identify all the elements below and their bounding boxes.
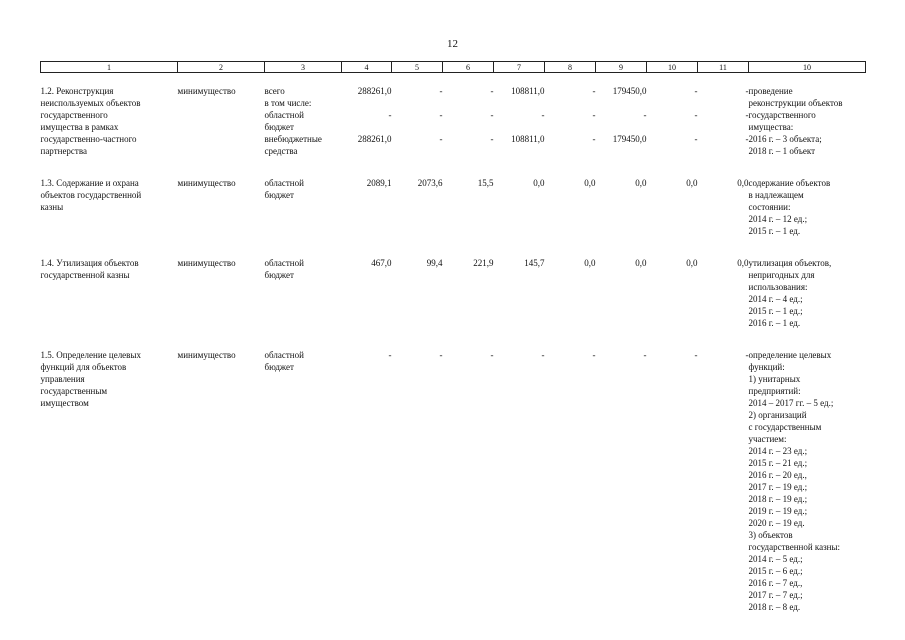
amount-value: 0,0 <box>584 178 596 188</box>
amount-value: 108811,0 <box>511 134 545 144</box>
amount-value: - <box>490 350 494 360</box>
amount-cell <box>596 73 647 158</box>
expected-result-line: непригодных для <box>748 270 815 280</box>
measure-name-line: 1.3. Содержание и охрана <box>40 178 139 188</box>
executor-cell <box>178 73 265 158</box>
measure-name-line: управления <box>40 374 85 384</box>
amount-value <box>545 145 596 157</box>
expected-result-line: 2017 г. – 19 ед.; <box>748 482 808 492</box>
amount-value <box>342 145 392 157</box>
amount-value: 0,0 <box>635 178 647 188</box>
executor-cell <box>178 335 265 613</box>
amount-value: 0,0 <box>533 178 545 188</box>
measure-name-line: 1.2. Реконструкция <box>40 86 114 96</box>
expected-result-line: 2015 г. – 1 ед.; <box>748 306 803 316</box>
expected-result-cell <box>749 163 866 237</box>
measure-name-line: государственно-частного <box>40 134 137 144</box>
amount-value <box>392 97 443 109</box>
expected-result-line: 2015 г. – 1 ед. <box>748 226 801 236</box>
column-header: 7 <box>494 62 545 73</box>
expected-result-line: 2016 г. – 20 ед., <box>748 470 807 480</box>
column-number-row <box>41 62 866 73</box>
expected-result-line: 2015 г. – 21 ед.; <box>748 458 808 468</box>
funding-source-line: всего <box>264 86 285 96</box>
amount-value: - <box>745 134 749 144</box>
amount-value <box>443 97 494 109</box>
measure-name-line: государственным <box>40 386 108 396</box>
amount-cell <box>392 163 443 237</box>
amount-cell <box>494 163 545 237</box>
amount-value: 0,0 <box>635 258 647 268</box>
amount-value: - <box>541 110 545 120</box>
amount-value: 0,0 <box>686 258 698 268</box>
amount-value <box>596 121 647 133</box>
funding-source-cell <box>265 335 342 613</box>
amount-value <box>443 121 494 133</box>
amount-value <box>494 145 545 157</box>
amount-value: - <box>490 134 494 144</box>
amount-value: 2073,6 <box>417 178 443 188</box>
column-header: 11 <box>698 62 749 73</box>
row-spacer-cell <box>41 613 866 619</box>
expected-result-line: 3) объектов <box>748 530 793 540</box>
measure-name-cell <box>41 243 178 329</box>
expected-result-line: 2018 г. – 1 объект <box>748 146 816 156</box>
amount-cell <box>596 243 647 329</box>
amount-cell <box>443 243 494 329</box>
measure-name-line: 1.4. Утилизация объектов <box>40 258 139 268</box>
measure-name-cell <box>41 73 178 158</box>
expected-result-line: состоянии: <box>748 202 791 212</box>
amount-cell <box>545 243 596 329</box>
expected-result-line: содержание объектов <box>748 178 831 188</box>
amount-value <box>494 121 545 133</box>
amount-value: - <box>439 134 443 144</box>
amount-value: 145,7 <box>524 258 545 268</box>
amount-cell <box>342 335 392 613</box>
amount-value: 221,9 <box>473 258 494 268</box>
amount-value: - <box>643 110 647 120</box>
amount-value <box>698 145 749 157</box>
amount-cell <box>342 163 392 237</box>
amount-cell <box>494 73 545 158</box>
amount-cell <box>342 243 392 329</box>
amount-value <box>443 145 494 157</box>
executor-text: минимущество <box>177 86 236 96</box>
column-header: 10 <box>647 62 698 73</box>
measure-name-cell <box>41 163 178 237</box>
expected-result-line: предприятий: <box>748 386 801 396</box>
expected-result-line: 2014 г. – 5 ед.; <box>748 554 803 564</box>
amount-value <box>596 145 647 157</box>
amount-value <box>596 97 647 109</box>
funding-source-cell <box>265 163 342 237</box>
expected-result-line: участием: <box>748 434 787 444</box>
amount-value: - <box>592 86 596 96</box>
funding-source-line: бюджет <box>264 270 294 280</box>
amount-value: - <box>490 86 494 96</box>
amount-cell <box>392 73 443 158</box>
expected-result-line: с государственным <box>748 422 822 432</box>
amount-value <box>647 121 698 133</box>
expected-result-line: 1) унитарных <box>748 374 801 384</box>
amount-value <box>392 145 443 157</box>
amount-value <box>545 121 596 133</box>
amount-value: - <box>439 350 443 360</box>
amount-value: - <box>388 110 392 120</box>
expected-result-line: в надлежащем <box>748 190 804 200</box>
amount-value <box>342 97 392 109</box>
column-header: 9 <box>596 62 647 73</box>
amount-cell <box>545 73 596 158</box>
expected-result-line: 2019 г. – 19 ед.; <box>748 506 808 516</box>
expected-result-line: определение целевых <box>748 350 832 360</box>
expected-result-line: 2016 г. – 3 объекта; <box>748 134 822 144</box>
program-table <box>40 61 866 619</box>
column-header: 4 <box>342 62 392 73</box>
column-header: 10 <box>749 62 866 73</box>
amount-value: - <box>694 110 698 120</box>
expected-result-line: 2017 г. – 7 ед.; <box>748 590 803 600</box>
amount-value: 2089,1 <box>366 178 392 188</box>
amount-value: 0,0 <box>686 178 698 188</box>
amount-cell <box>443 335 494 613</box>
amount-value <box>342 121 392 133</box>
amount-cell <box>596 163 647 237</box>
amount-value: 0,0 <box>737 178 749 188</box>
executor-cell <box>178 243 265 329</box>
amount-value: - <box>439 86 443 96</box>
expected-result-line: 2016 г. – 1 ед. <box>748 318 801 328</box>
funding-source-line: областной <box>264 110 304 120</box>
expected-result-line: государственной казны: <box>748 542 841 552</box>
table-row <box>41 243 866 329</box>
funding-source-cell <box>265 243 342 329</box>
amount-value: 288261,0 <box>357 86 392 96</box>
amount-value <box>647 97 698 109</box>
amount-value <box>545 97 596 109</box>
funding-source-line: внебюджетные <box>264 134 322 144</box>
amount-value: 0,0 <box>584 258 596 268</box>
amount-value: - <box>694 134 698 144</box>
expected-result-cell <box>749 335 866 613</box>
expected-result-line: 2014 г. – 23 ед.; <box>748 446 808 456</box>
amount-value: - <box>643 350 647 360</box>
funding-source-line: средства <box>264 146 298 156</box>
funding-source-cell <box>265 73 342 158</box>
funding-source-line: бюджет <box>264 362 294 372</box>
funding-source-line: бюджет <box>264 190 294 200</box>
column-header: 3 <box>265 62 342 73</box>
column-header: 6 <box>443 62 494 73</box>
amount-value <box>647 145 698 157</box>
amount-cell <box>392 243 443 329</box>
expected-result-line: 2014 г. – 4 ед.; <box>748 294 803 304</box>
amount-cell <box>494 335 545 613</box>
amount-value: - <box>592 350 596 360</box>
amount-cell <box>698 163 749 237</box>
measure-name-line: неиспользуемых объектов <box>40 98 141 108</box>
measure-name-cell <box>41 335 178 613</box>
expected-result-line: 2014 г. – 12 ед.; <box>748 214 808 224</box>
column-header: 8 <box>545 62 596 73</box>
executor-text: минимущество <box>177 258 236 268</box>
amount-value: - <box>745 86 749 96</box>
measure-name-line: государственного <box>40 110 108 120</box>
row-spacer <box>41 613 866 619</box>
amount-cell <box>545 335 596 613</box>
amount-value: - <box>541 350 545 360</box>
column-header: 2 <box>178 62 265 73</box>
funding-source-line: областной <box>264 258 304 268</box>
executor-text: минимущество <box>177 178 236 188</box>
funding-source-line: в том числе: <box>264 98 312 108</box>
amount-value: - <box>490 110 494 120</box>
amount-value: 179450,0 <box>612 86 647 96</box>
amount-cell <box>443 73 494 158</box>
expected-result-line: 2) организаций <box>748 410 807 420</box>
amount-cell <box>647 243 698 329</box>
amount-cell <box>647 335 698 613</box>
table-row <box>41 335 866 613</box>
amount-value: 15,5 <box>477 178 494 188</box>
expected-result-line: 2014 – 2017 гг. – 5 ед.; <box>748 398 834 408</box>
funding-source-line: областной <box>264 350 304 360</box>
amount-cell <box>698 73 749 158</box>
amount-cell <box>698 335 749 613</box>
amount-value <box>494 97 545 109</box>
amount-value <box>392 121 443 133</box>
amount-value: 288261,0 <box>357 134 392 144</box>
amount-cell <box>647 73 698 158</box>
expected-result-line: имущества: <box>748 122 794 132</box>
amount-value: 108811,0 <box>511 86 545 96</box>
measure-name-line: объектов государственной <box>40 190 142 200</box>
measure-name-line: имущества в рамках <box>40 122 119 132</box>
expected-result-cell <box>749 73 866 158</box>
amount-value: 179450,0 <box>612 134 647 144</box>
expected-result-line: функций: <box>748 362 785 372</box>
amount-value <box>698 121 749 133</box>
amount-value: - <box>745 350 749 360</box>
measure-name-line: государственной казны <box>40 270 130 280</box>
expected-result-line: 2016 г. – 7 ед., <box>748 578 803 588</box>
expected-result-line: утилизация объектов, <box>748 258 832 268</box>
expected-result-line: реконструкции объектов <box>748 98 843 108</box>
measure-name-line: казны <box>40 202 64 212</box>
amount-value: 0,0 <box>737 258 749 268</box>
measure-name-line: функций для объектов <box>40 362 127 372</box>
amount-value: 99,4 <box>426 258 443 268</box>
amount-value: - <box>439 110 443 120</box>
page-number: 12 <box>447 38 458 50</box>
measure-name-line: партнерства <box>40 146 87 156</box>
amount-value: - <box>745 110 749 120</box>
amount-cell <box>342 73 392 158</box>
executor-text: минимущество <box>177 350 236 360</box>
amount-value: - <box>694 350 698 360</box>
amount-cell <box>545 163 596 237</box>
expected-result-line: проведение <box>748 86 793 96</box>
measure-name-line: 1.5. Определение целевых <box>40 350 141 360</box>
expected-result-line: использования: <box>748 282 808 292</box>
measure-name-line: имуществом <box>40 398 89 408</box>
amount-value: - <box>592 110 596 120</box>
expected-result-line: 2018 г. – 8 ед. <box>748 602 801 612</box>
amount-value: 467,0 <box>371 258 392 268</box>
table-row <box>41 73 866 158</box>
column-header: 1 <box>41 62 178 73</box>
amount-value: - <box>388 350 392 360</box>
amount-value: - <box>694 86 698 96</box>
expected-result-cell <box>749 243 866 329</box>
amount-value <box>698 97 749 109</box>
amount-cell <box>596 335 647 613</box>
table-row <box>41 163 866 237</box>
amount-cell <box>647 163 698 237</box>
funding-source-line: бюджет <box>264 122 294 132</box>
column-header: 5 <box>392 62 443 73</box>
amount-cell <box>443 163 494 237</box>
executor-cell <box>178 163 265 237</box>
expected-result-line: государственного <box>748 110 816 120</box>
amount-cell <box>494 243 545 329</box>
expected-result-line: 2015 г. – 6 ед.; <box>748 566 803 576</box>
expected-result-line: 2020 г. – 19 ед. <box>748 518 805 528</box>
amount-cell <box>698 243 749 329</box>
amount-cell <box>392 335 443 613</box>
funding-source-line: областной <box>264 178 304 188</box>
expected-result-line: 2018 г. – 19 ед.; <box>748 494 808 504</box>
amount-value: - <box>592 134 596 144</box>
